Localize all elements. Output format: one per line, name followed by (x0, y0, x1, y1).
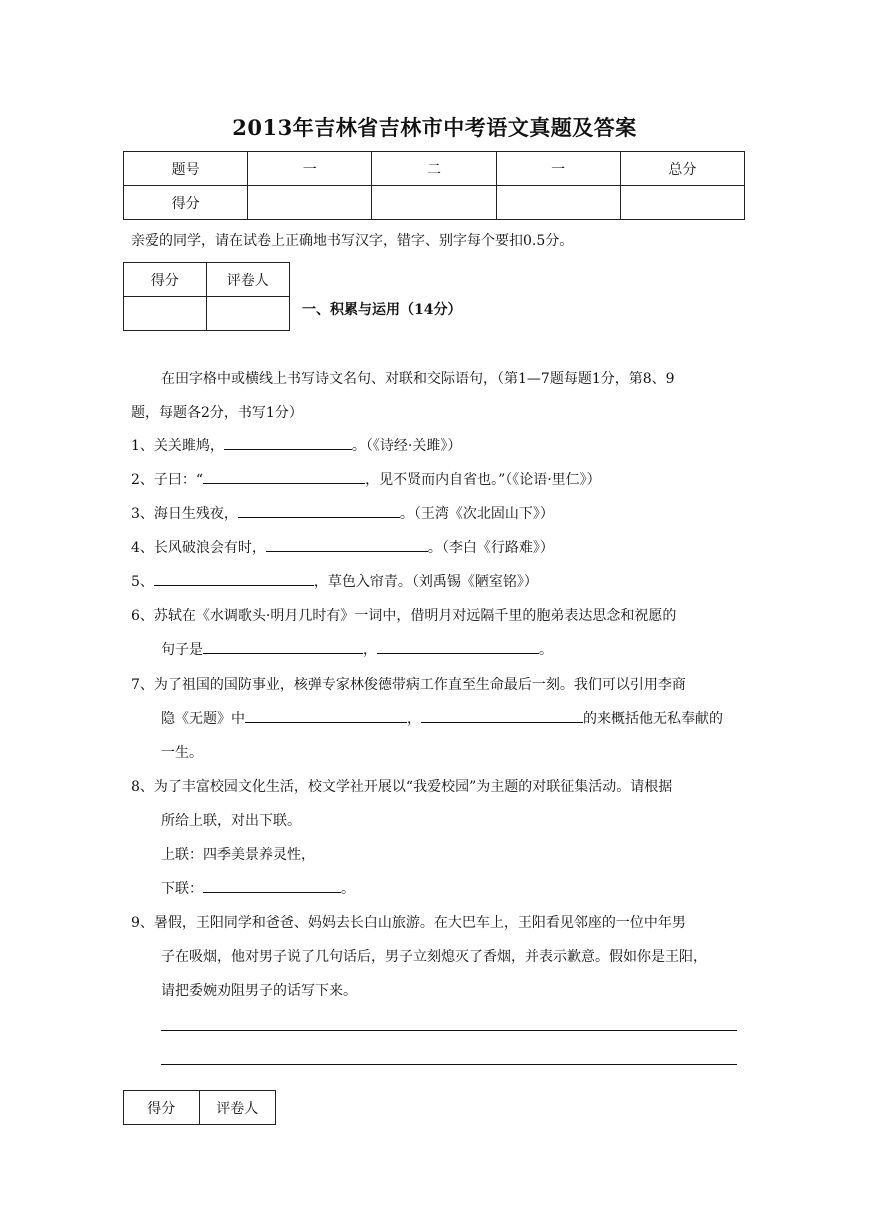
question-1: 1、关关雎鸠， 。（《诗经·关雎》） (131, 435, 461, 455)
header-cell: 一 (248, 152, 372, 186)
answer-blank[interactable] (266, 537, 428, 552)
page-title: 2013年吉林省吉林市中考语文真题及答案 (232, 115, 637, 140)
question-6-line2: 句子是 ， 。 (161, 639, 553, 659)
answer-line[interactable] (161, 1030, 737, 1031)
answer-blank[interactable] (224, 435, 352, 450)
grader-score-cell[interactable] (124, 297, 207, 331)
score-table (123, 151, 745, 220)
answer-blank[interactable] (154, 571, 314, 586)
question-6-line1: 6、苏轼在《水调歌头·明月几时有》一词中，借明月对远隔千里的胞弟表达思念和祝愿的 (131, 608, 677, 624)
question-8-line2: 所给上联，对出下联。 (161, 813, 301, 829)
score-table-header-row (124, 152, 745, 186)
answer-line[interactable] (161, 1064, 737, 1065)
grader-name-cell[interactable] (206, 297, 290, 331)
answer-blank[interactable] (203, 469, 365, 484)
grader-name-label: 评卷人 (206, 263, 290, 297)
header-cell: 总分 (620, 152, 744, 186)
notice-text: 亲爱的同学，请在试卷上正确地书写汉字，错字、别字每个要扣0.5分。 (131, 233, 574, 249)
question-3: 3、海日生残夜， 。（王湾《次北固山下》） (131, 503, 554, 523)
question-9-line3: 请把委婉劝阻男子的话写下来。 (161, 983, 357, 999)
score-cell[interactable] (248, 186, 372, 220)
answer-blank[interactable] (203, 878, 341, 893)
score-row-label: 得分 (124, 186, 248, 220)
question-9-line2: 子在吸烟，他对男子说了几句话后，男子立刻熄灭了香烟，并表示歉意。假如你是王阳， (161, 949, 707, 965)
question-4: 4、长风破浪会有时， 。（李白《行路难》） (131, 537, 554, 557)
grader-score-label: 得分 (124, 263, 207, 297)
grader-box-1 (123, 262, 290, 331)
question-7-line3: 一生。 (161, 745, 203, 761)
question-7-line1: 7、为了祖国的国防事业，核弹专家林俊德带病工作直至生命最后一刻。我们可以引用李商 (131, 677, 686, 693)
score-cell[interactable] (620, 186, 744, 220)
score-table-score-row (124, 186, 745, 220)
section-intro-line2: 题，每题各2分，书写1分） (131, 405, 303, 421)
score-cell[interactable] (372, 186, 496, 220)
question-8-upper-couplet: 上联：四季美景养灵性， (161, 847, 315, 863)
grader-name-label: 评卷人 (199, 1091, 276, 1125)
answer-blank[interactable] (203, 639, 363, 654)
answer-blank[interactable] (421, 708, 583, 723)
question-2: 2、子曰：“ ，见不贤而内自省也。”（《论语·里仁》） (131, 469, 601, 489)
score-cell[interactable] (496, 186, 620, 220)
grader-box-2 (123, 1090, 276, 1125)
question-7-line2: 隐《无题》中 ， 的来概括他无私奉献的 (161, 708, 723, 728)
section-intro-line1: 在田字格中或横线上书写诗文名句、对联和交际语句，（第1—7题每题1分，第8、9 (161, 371, 675, 387)
question-8-lower-couplet: 下联： 。 (161, 878, 355, 898)
answer-blank[interactable] (377, 639, 539, 654)
question-9-line1: 9、暑假，王阳同学和爸爸、妈妈去长白山旅游。在大巴车上，王阳看见邻座的一位中年男 (131, 915, 686, 931)
header-cell: 题号 (124, 152, 248, 186)
answer-blank[interactable] (245, 708, 407, 723)
question-8-line1: 8、为了丰富校园文化生活，校文学社开展以“我爱校园”为主题的对联征集活动。请根据 (131, 779, 673, 795)
header-cell: 二 (372, 152, 496, 186)
question-5: 5、 ，草色入帘青。（刘禹锡《陋室铭》） (131, 571, 538, 591)
grader-score-label: 得分 (124, 1091, 200, 1125)
answer-blank[interactable] (238, 503, 400, 518)
header-cell: 一 (496, 152, 620, 186)
section-heading: 一、积累与运用（14分） (302, 302, 462, 318)
